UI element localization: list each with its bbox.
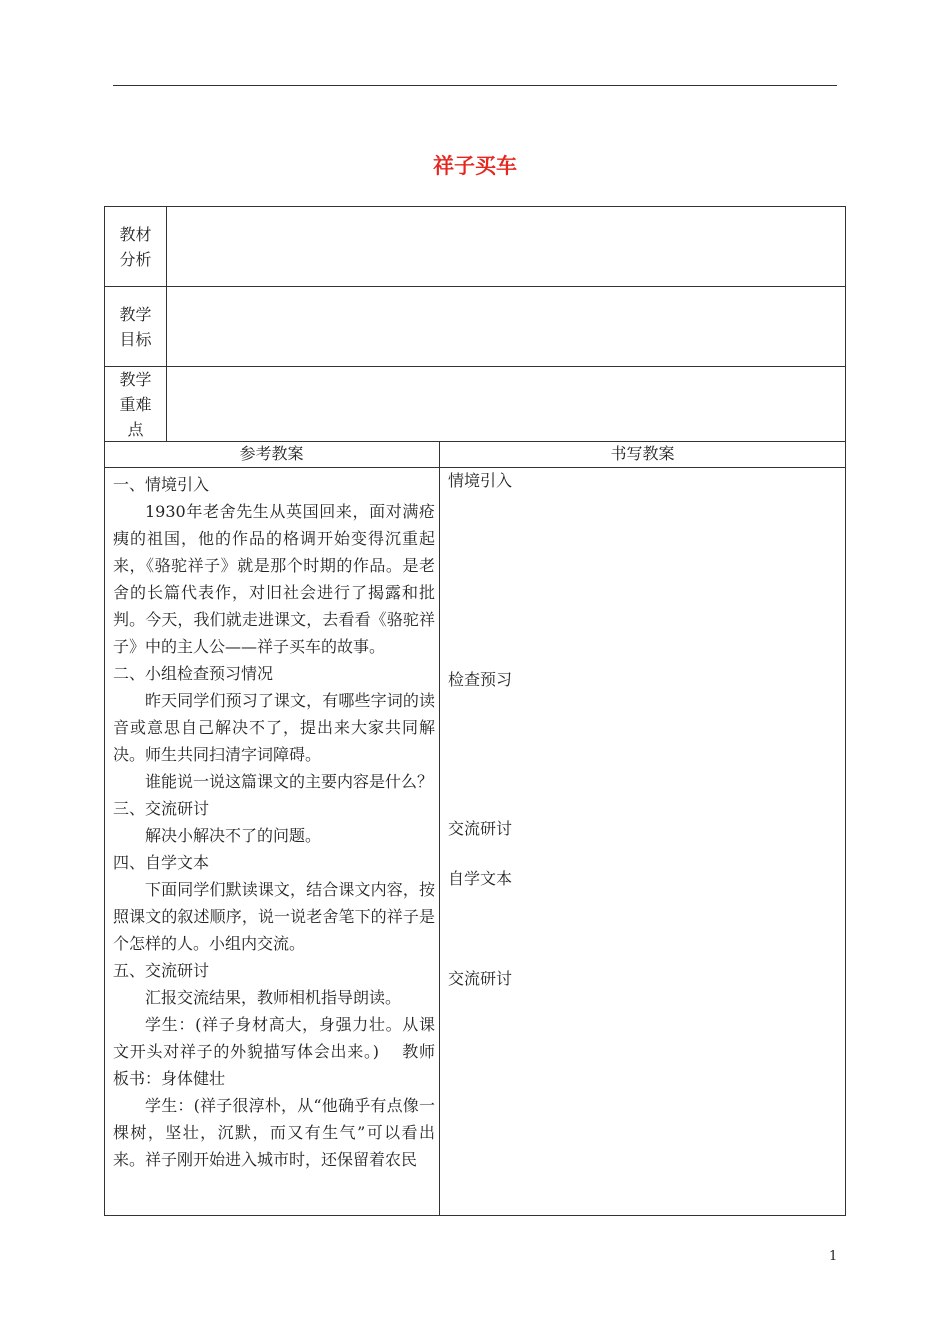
paragraph: 解决小解决不了的问题。 [145,826,322,845]
paragraph: 学生：(祥子很淳朴，从“他确乎有点像一棵树，坚壮，沉默，而又有生气”可以看出来。祥子刚开始进入城市时，还保留着农民 [113,1096,435,1169]
label-teaching-goals: 教学 目标 [119,305,152,349]
label-divider [166,206,167,442]
column-divider [439,441,440,1216]
writing-note-self-study: 自学文本 [448,869,513,888]
writing-note-discussion-2: 交流研讨 [448,969,513,988]
page-title: 祥子买车 [433,154,517,178]
page-number: 1 [829,1249,838,1264]
section-heading: 二、小组检查预习情况 [113,664,274,683]
paragraph: 1930年老舍先生从英国回来，面对满疮痍的祖国，他的作品的格调开始变得沉重起来，《骆驼祥子》就是那个时期的作品。是老舍的长篇代表作，对旧社会进行了揭露和批判。今天，我们就走进课文，去看看《骆驼祥子》中的主人公——祥子买车的故事。 [113,502,435,656]
section-heading: 五、交流研讨 [113,961,210,980]
section-heading: 一、情境引入 [113,475,210,494]
paragraph: 谁能说一说这篇课文的主要内容是什么？ [145,772,434,791]
section-heading: 四、自学文本 [113,853,210,872]
paragraph: 昨天同学们预习了课文，有哪些字词的读音或意思自己解决不了，提出来大家共同解决。师生共同扫清字词障碍。 [113,691,435,764]
row-separator [104,467,846,468]
row-separator [104,366,846,367]
row-separator [104,441,846,442]
label-material-analysis: 教材 分析 [119,225,152,269]
writing-note-intro: 情境引入 [448,471,513,490]
header-rule [113,85,837,86]
writing-note-discussion: 交流研讨 [448,819,513,838]
writing-note-preview: 检查预习 [448,670,513,689]
section-heading: 三、交流研讨 [113,799,210,818]
paragraph: 下面同学们默读课文，结合课文内容，按照课文的叙述顺序，说一说老舍笔下的祥子是个怎样的人。小组内交流。 [113,880,435,953]
column-header-reference: 参考教案 [239,444,304,463]
paragraph: 学生：(祥子身材高大，身强力壮。从课文开头对祥子的外貌描写体会出来。) 教师板书：身体健壮 [113,1015,435,1088]
label-key-difficulties: 教学 重难 点 [119,370,152,439]
column-header-writing: 书写教案 [610,444,675,463]
row-separator [104,286,846,287]
reference-plan-content [113,471,435,1173]
paragraph: 汇报交流结果，教师相机指导朗读。 [145,988,402,1007]
